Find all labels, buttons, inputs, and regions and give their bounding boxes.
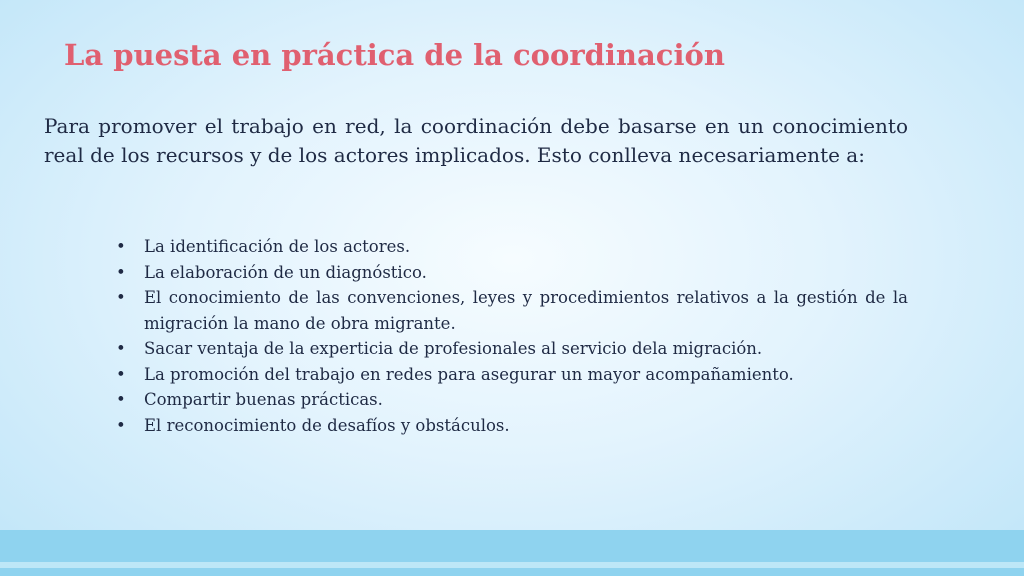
list-item [116,260,908,286]
footer-stripe [0,562,1024,568]
bullet-icon: • [116,339,126,358]
list-item-text: El conocimiento de las convenciones, leyes y procedimientos relativos a la gestión de la migración la mano de obra migrante. [144,288,908,333]
list-item [116,285,908,336]
bullet-icon: • [116,390,126,409]
bullet-icon: • [116,288,126,307]
bullet-icon: • [116,237,126,256]
bullet-icon: • [116,364,126,384]
list-item-text: La promoción del trabajo en redes para asegurar un mayor acompañamiento. [144,364,794,384]
footer-band [0,530,1024,576]
list-item [116,362,908,388]
list-item [116,234,908,260]
intro-paragraph: Para promover el trabajo en red, la coordinación debe basarse en un conocimiento real de los recursos y de los actores implicados. Esto conlleva necesariamente a: [44,114,908,167]
list-item-text: Compartir buenas prácticas. [144,390,383,409]
bullet-list [116,234,908,438]
slide-title: La puesta en práctica de la coordinación [64,38,725,72]
list-item-text: La identificación de los actores. [144,237,411,256]
list-item-text: La elaboración de un diagnóstico. [144,262,427,282]
bullet-icon: • [116,415,126,435]
list-item [116,336,908,362]
list-item [116,413,908,439]
bullet-icon: • [116,262,126,282]
list-item-text: Sacar ventaja de la experticia de profesionales al servicio dela migración. [144,339,763,358]
list-item-text: El reconocimiento de desafíos y obstáculos. [144,415,510,435]
list-item [116,387,908,413]
